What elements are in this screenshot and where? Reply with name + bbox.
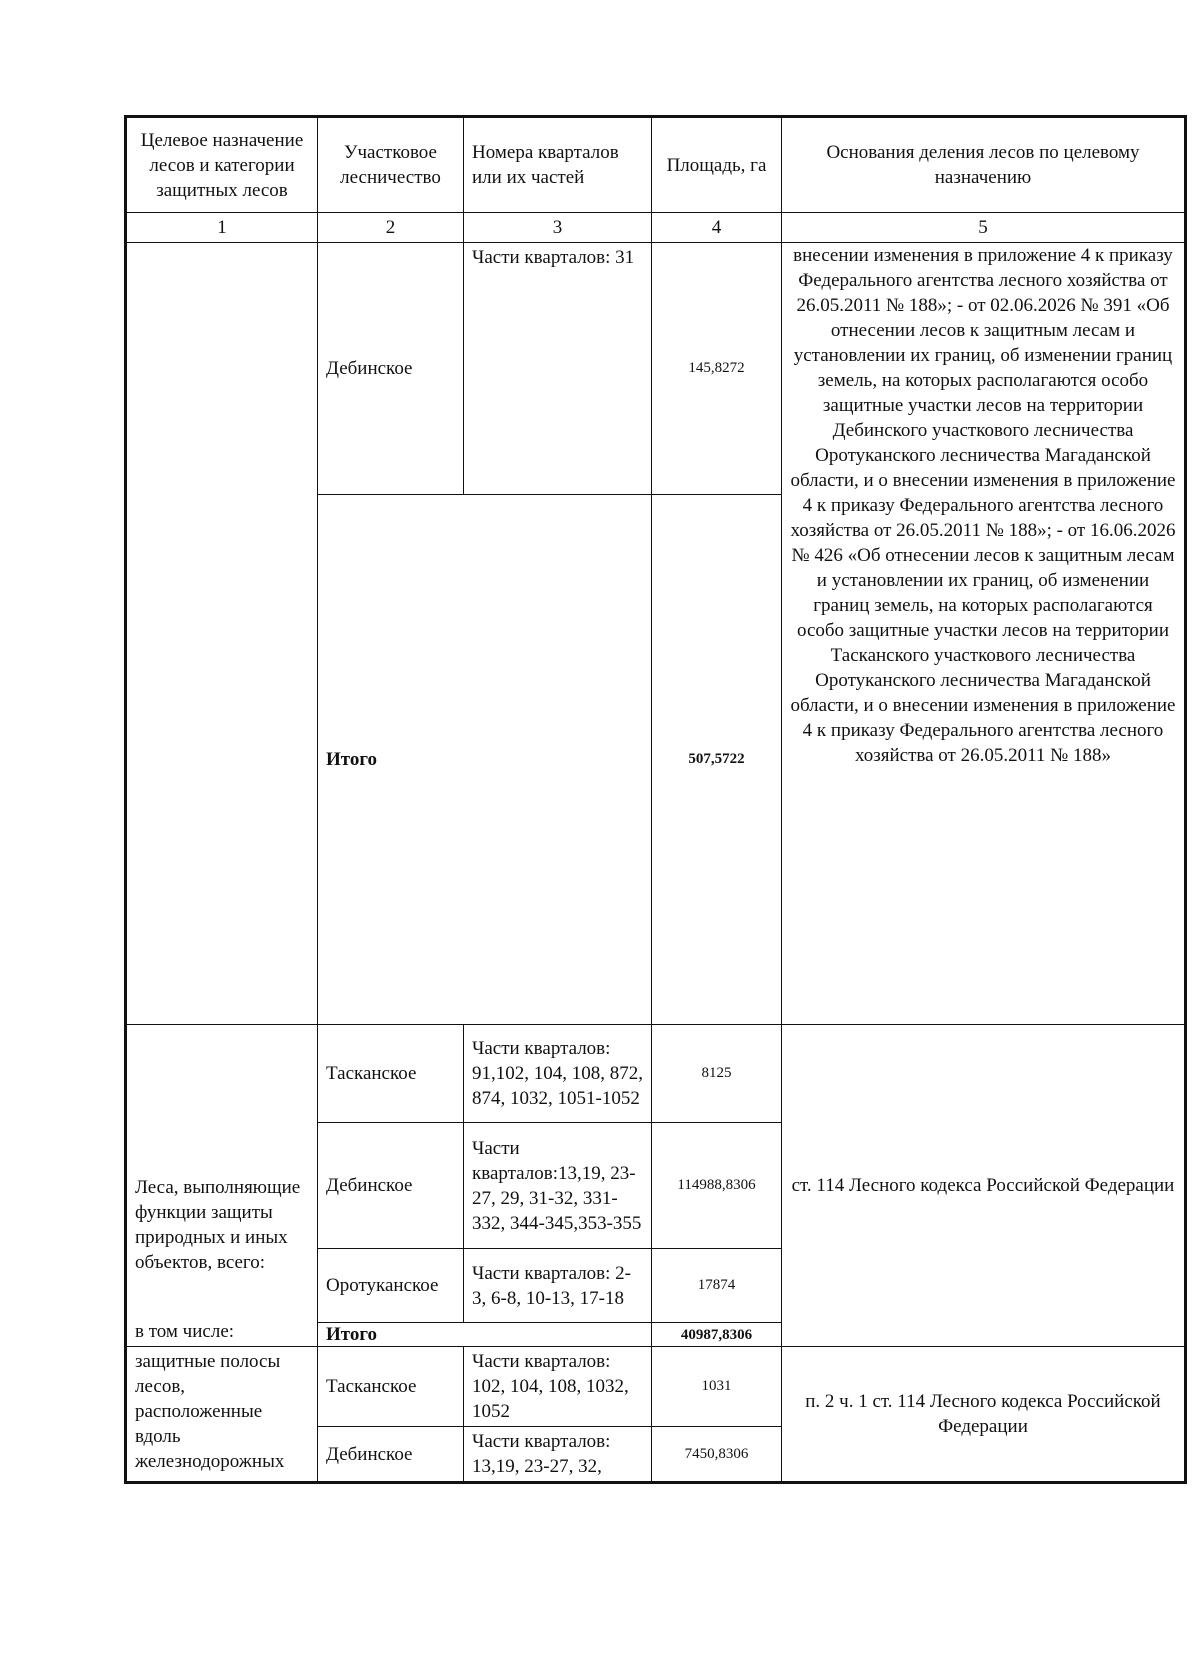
area-cell: 7450,8306 [652,1427,782,1483]
total-label: Итого [318,1323,652,1347]
forestry-cell: Дебинское [318,1123,464,1249]
forestry-cell: Дебинское [318,1427,464,1483]
table-row [126,1347,1186,1427]
forestry-cell: Тасканское [318,1025,464,1123]
column-number: 2 [318,213,464,243]
purpose-cell [126,1025,318,1347]
header-forestry: Участковое лесничество [318,117,464,213]
forest-purpose-table [124,115,1187,1484]
table-row [126,243,1186,495]
header-quarters: Номера кварталов или их частей [464,117,652,213]
quarters-cell: Части кварталов: 13,19, 23-27, 32, [464,1427,652,1483]
forestry-cell: Оротуканское [318,1249,464,1323]
area-cell: 8125 [652,1025,782,1123]
including-label: в том числе: [135,1321,235,1342]
quarters-cell: Части кварталов: 102, 104, 108, 1032, 1052 [464,1347,652,1427]
column-number: 5 [782,213,1186,243]
total-area: 40987,8306 [652,1323,782,1347]
area-cell: 1031 [652,1347,782,1427]
header-purpose: Целевое назначение лесов и категории защитных лесов [126,117,318,213]
forestry-cell: Тасканское [318,1347,464,1427]
quarters-cell: Части кварталов: 91,102, 104, 108, 872, 874, 1032, 1051-1052 [464,1025,652,1123]
forestry-cell: Дебинское [318,243,464,495]
quarters-cell: Части кварталов: 31 [464,243,652,495]
basis-cell: ст. 114 Лесного кодекса Российской Федерации [782,1025,1186,1347]
total-area: 507,5722 [652,495,782,1025]
area-cell: 114988,8306 [652,1123,782,1249]
column-number: 4 [652,213,782,243]
header-basis: Основания деления лесов по целевому назначению [782,117,1186,213]
basis-cell: внесении изменения в приложение 4 к приказу Федерального агентства лесного хозяйства от 26.05.2011 № 188»; - от 02.06.2026 № 391 «Об отнесении лесов к защитным лесам и установлении их границ, об изменении границ земель, на которых располагаются особо защитные участки лесов на территории Дебинского участкового лесничества Оротуканского лесничества Магаданской области, и о внесении изменения в приложение 4 к приказу Федерального агентства лесного хозяйства от 26.05.2011 № 188»; - от 16.06.2026 № 426 «Об отнесении лесов к защитным лесам и установлении их границ, об изменении границ земель, на которых располагаются особо защитные участки лесов на территории Тасканского участкового лесничества Оротуканского лесничества Магаданской области, и о внесении изменения в приложение 4 к приказу Федерального агентства лесного хозяйства от 26.05.2011 № 188» [782,243,1186,1025]
column-number: 1 [126,213,318,243]
purpose-label: Леса, выполняющие функции защиты природных и иных объектов, всего: [135,1177,301,1273]
total-label: Итого [318,495,652,1025]
table-row [126,1025,1186,1123]
quarters-cell: Части кварталов: 2-3, 6-8, 10-13, 17-18 [464,1249,652,1323]
area-cell: 145,8272 [652,243,782,495]
column-number: 3 [464,213,652,243]
quarters-cell: Части кварталов:13,19, 23-27, 29, 31-32, 331-332, 344-345,353-355 [464,1123,652,1249]
area-cell: 17874 [652,1249,782,1323]
header-row [126,117,1186,213]
purpose-cell-empty [126,243,318,1025]
purpose-cell: защитные полосы лесов, расположенные вдоль железнодорожных [126,1347,318,1483]
basis-cell: п. 2 ч. 1 ст. 114 Лесного кодекса Российской Федерации [782,1347,1186,1483]
header-area: Площадь, га [652,117,782,213]
column-number-row [126,213,1186,243]
